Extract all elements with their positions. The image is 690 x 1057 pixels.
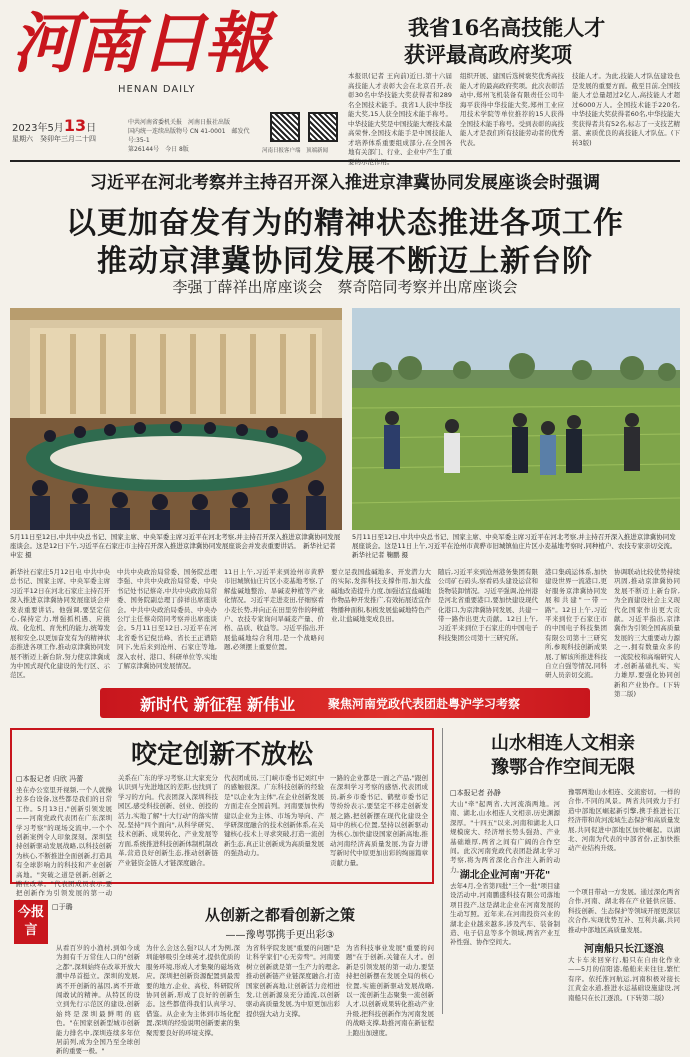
lead-body-column: 港口集疏运体系,加快建设世界一流港口,更好服务京津冀协同发展和共建"一带一路"。12日上午,习近平来到位于石家庄市的中国电子科技集团有限公司第十三研究所,参观科技创新成果展,了解该所推进科技自立自强等情况,同科研人员亲切交流。: [545, 568, 607, 680]
top-story-column: 本报讯(记者 王向前)近日,第十六届高技能人才表彰大会在北京召开,表彰30名中华技能大奖获得者和289名全国技术能手。我省1人获中华技能大奖,15人获全国技术能手称号。中华技能大奖是中国技能大赛技术最高荣誉,全国技术能手是中国技能人才培养体系重要组成部分,在全国各地有关部门、行业、企业中产生了重: [348, 72, 452, 156]
wheat-field-photo[interactable]: [352, 308, 680, 530]
commentary-byline: □于璐: [52, 903, 73, 911]
commentary-subheadline: ——豫粤鄂携手更出彩③: [225, 930, 335, 941]
right-story-paragraph: 豫鄂两地山水相连、交流密切。一样的合作,不同的风景。两省共同致力于打造中部地区崛起新引擎,携手推进长江经济带和黄河流域生态保护和高质量发展,共同促进中部地区加快崛起。以湖北、河南为代表的中部省份,正加快推动产业结构升级。: [568, 788, 680, 853]
right-story-paragraph: 大卡车来回穿行,船只在自由化作业——5月的信阳港,船舶来来往往,繁忙有序。依托淮河航运,河南积极对接长江黄金水道,推进水运基础设施建设,河南船只在长江逐浪。(下转第二版): [568, 956, 680, 1002]
commentary-stamp: 今报言: [14, 900, 48, 944]
publisher-info: 中共河南省委机关报 河南日报社出版 国内统一连续出版物号 CN 41-0001 邮发代号:35-1 第26144号 今日 8版: [128, 119, 250, 153]
lead-body-column: 中共中央政治局常委、国务院总理李强、中共中央政治局常委、中央书记处书记蔡奇,中共中央政治局常委、国务院副总理丁薛祥出席座谈会。中共中央政治局委员、中央办公厅主任蔡奇陪同考察并出席座谈会。5月11日至12日,习近平在河北省委书记倪岳峰、省长王正谱陪同下,先后来到沧州、石家庄等地,深入农村、港口、科研单位等,实地了解京津冀协同发展情况。: [117, 568, 217, 671]
campaign-banner[interactable]: [100, 688, 590, 718]
qr-code-icon[interactable]: [270, 112, 300, 142]
feature-column: 代表团成员,三门峡市委书记刘红中的感触很深。广东科技创新的经验是"以企业为主体",在企业创新发展方面走在全国前列。河南要加快构建以企业为主体、市场为导向、产学研深度融合的技术创新体系,在关键核心技术上寻求突破,打造一流创新生态,真正让创新成为高质量发展的强劲动力。: [224, 774, 324, 858]
right-story-paragraph: 一个项目带动一方发展。通过深化两省合作,河南、湖北将在产业链供应链、科技创新、生态保护等领域开展更深层次合作,实现优势互补、互利共赢,共同推动中部地区高质量发展。: [568, 888, 680, 934]
feature-column: 坐在办公室里开视频,一个人就操控多台设备,这些都是我们的日常工作。5月13日,"创新引领发展——河南党政代表团在广东深圳学习考察"的现场交流中,一个个创新案例令人印象深刻。深圳坚持创新驱动发展战略,以科技创新为核心,不断推进全面创新,打造具有全球影响力的科技和产业创新高地。"突破之道是创新,创新之路在改革。"代表团成员表示,要把创新作为引领发展的第一动: [16, 786, 112, 898]
meeting-photo-caption: 5月11日至12日,中共中央总书记、国家主席、中央军委主席习近平在河北考察,并主持召开深入推进京津冀协同发展座谈会。这是12日下午,习近平在石家庄市主持召开深入推进京津冀协同发展座谈会并发表重要讲话。 新华社记者 申宏 摄: [10, 533, 341, 559]
right-story-paragraph: 去年4月,全省第四批"三个一批"项目建设活动中,河南鹏盛科技有限公司落地项目投产,这是湖北企业在河南发展的生动写照。近年来,在河南投资兴业的湖北企业越来越多,涉及汽车、装备制造、电子信息等多个领域,两省产业互补性强、协作空间大。: [450, 882, 560, 947]
right-story-paragraph: 大山"牵"起两省,大河流淌两地。河南、湖北,山水相连人文相亲,历史渊源深厚。"十四五"以来,河南和湖北人口规模庞大、经济增长势头强劲、产业基础雄厚,两省之间有广阔的合作空间。此次河南党政代表团赴湖北学习考察,将为两省深化合作注入新的动力。: [450, 800, 560, 874]
lead-body-column: 要立足我国盐碱地多、开发潜力大的实际,发挥科技支撑作用,加大盐碱地改造提升力度,加强适宜盐碱地作物品种开发推广,有效拓展适宜作物播种面积,积极发展盐碱地特色产业,让盐碱地变成良田。: [331, 568, 431, 624]
banner-slogan: 新时代 新征程 新伟业: [140, 694, 296, 714]
qr-code-icon[interactable]: [308, 112, 338, 142]
banner-topic: 聚焦河南党政代表团赴粤沪学习考察: [328, 696, 521, 711]
lead-headline-line-1[interactable]: 以更加奋发有为的精神状态推进各项工作: [66, 206, 624, 241]
lead-body-column: 新华社石家庄5月12日电 中共中央总书记、国家主席、中央军委主席习近平12日在河北石家庄主持召开深入推进京津冀协同发展座谈会并发表重要讲话。他强调,要坚定信心,保持定力,增强抓机遇、应挑战、化危机、育先机的能力,统筹发展和安全,以更加奋发有为的精神状态推进各项工作,推动京津冀协同发展不断迈上新台阶,努力使京津冀成为中国式现代化建设的先行区、示范区。: [10, 568, 110, 680]
feature-headline[interactable]: 咬定创新不放松: [130, 740, 313, 770]
issue-date: 2023年5月13日: [12, 116, 97, 135]
right-story-subhead: 河南船只长江逐浪: [584, 944, 664, 955]
lead-kicker: 习近平在河北考察并主持召开深入推进京津冀协同发展座谈会时强调: [90, 173, 600, 193]
right-story-byline: □本报记者 孙静: [450, 789, 501, 797]
feature-column: 关系在广东的学习考察,让大家充分认识到与先进地区的差距,也找到了学习的方向。代表团深入深圳科技园区,感受科技创新、创业、创投的活力,实地了解"十大行动"的落实情况,坚持"四个面向",从科学研究、技术创新、成果转化、产业发展等方面,系统推进科技创新体制机制改革,营造良好创新生态,推动创新链产业链资金链人才链深度融合。: [118, 774, 218, 867]
commentary-column: 为省科技事业发展"重要的问题"在于创新,关键在人才。创新是引领发展的第一动力,要坚持把创新摆在发展全局的核心位置,实施创新驱动发展战略,以一流创新生态聚集一流创新人才,以创新成果转化推动产业升级,把科技创新作为河南发展的战略支撑,助推河南在新征程上跑出加速度。: [346, 944, 434, 1037]
top-story-column: 组织开展、建国后选树褒奖优秀高技能人才的最高政府奖项。此次表彰活动中,郑州飞机装备有限责任公司牛海平获得中华技能大奖,郑州工业应用技术学院等单位推荐的15人获得全国技术能手称号。受到表彰的高技能人才是我们所有技能劳动者的优秀代表。: [460, 72, 564, 147]
top-story-headline[interactable]: 我省16名高技能人才 获评最高政府奖项: [404, 15, 606, 67]
lead-body-column: 协调联动比较优势持续巩固,推动京津冀协同发展不断迈上新台阶,为全面建设社会主义现代化国家作出更大贡献。习近平指出,京津冀作为引领全国高质量发展的三大重要动力源之一,拥有数量众多的一流院校和高端研究人才,创新基础扎实、实力雄厚,要强化协同创新和产业协作。(下转第二版): [614, 568, 680, 699]
wheat-field-photo-caption: 5月11日至12日,中共中央总书记、国家主席、中央军委主席习近平在河北考察,并主持召开深入推进京津冀协同发展座谈会。这是11日上午,习近平在沧州市黄骅市旧城镇仙庄片区小麦基地考察时,同种植户、农技专家亲切交流。 新华社记者 鞠鹏 摄: [352, 533, 680, 559]
commentary-column: 为省科学院发展"重要的问题"是让科学家们"心无旁骛"。河南要树立创新就是第一生产力的理念,推动创新链产业链深度融合,打造国家创新高地,让创新活力竞相迸发,让创新源泉充分涌流,以创新驱动高质量发展,为中原更加出彩提供强大动力支撑。: [246, 944, 340, 1018]
lead-body-column: 随后,习近平来到沧州港务集团有限公司矿石码头,察看码头建设运营和货物装卸情况。习近平强调,沧州港是河北省重要港口,要加快建设现代化港口,为京津冀协同发展、共建一带一路作出更大贡献。12日上午,习近平来到位于石家庄的中国电子科技集团公司第十三研究所。: [438, 568, 538, 642]
top-story-column: 技能人才。为此,技能人才队伍建设也是发展的重要方面。截至目前,全国技能人才总量超过2亿人,高技能人才超过6000万人。全国技术能手220名,中华技能大奖获得者60名,中华技能大奖获得者共有52名,标志了一支技艺精湛、素质优良的高技能人才队伍。(下转3版): [572, 72, 680, 147]
column-divider: [442, 728, 443, 1014]
right-story-headline[interactable]: 山水相连人文相亲 豫鄂合作空间无限: [491, 733, 635, 778]
meeting-photo[interactable]: [10, 308, 342, 530]
masthead-divider: [10, 160, 680, 162]
issue-weekday: 星期六 癸卯年三月二十四: [12, 135, 96, 143]
feature-byline: □本报记者 归欣 冯蕾: [16, 775, 84, 783]
right-story-subhead: 湖北企业河南"开花": [459, 870, 551, 881]
commentary-column: 为什么会这么强?以人才为例,深圳能够吸引全球英才,提供优质的服务环境,形成人才集聚的磁场效应。深圳把创新资源配置到最需要的地方,企业、高校、科研院所协同创新,形成了良好的创新生态。这些都值得我们认真学习、借鉴。从企业为主体到市场化配置,深圳的经验说明创新要素的集聚需要良好的环境支撑。: [146, 944, 240, 1037]
masthead-english-name: HENAN DAILY: [118, 84, 196, 95]
qr-caption: 河南日报客户端 顶端新闻: [262, 148, 329, 154]
commentary-headline[interactable]: 从创新之都看创新之策: [204, 906, 355, 924]
feature-column: 一路的企业都是一面之产品,"跟创在深圳学习考察的感悟,代表团成员,新乡市委书记、鹤壁市委书记等纷纷表示,要坚定不移走创新发展之路,把创新摆在现代化建设全局中的核心位置,坚持以创新驱动为核心,加快建设国家创新高地,推动河南经济高质量发展,为奋力谱写新时代中原更加出彩的绚丽篇章贡献力量。: [330, 774, 428, 867]
masthead-logo: 河南日報: [12, 4, 268, 82]
commentary-column: 从看百岁的小渔村,到如今成为拥有千万常住人口的"创新之都",深圳始终在改革开放大潮中昂首挺立。深圳的发展,离不开创新的基因,离不开敢闯敢试的精神。从特区的设立到先行示范区的建设,创新始终是深圳最鲜明的底色。"在国家创新型城市创新能力排名中,深圳连续多年位居前列,成为全国乃至全球创新的重要一极。": [56, 944, 140, 1056]
lead-headline-line-2[interactable]: 推动京津冀协同发展不断迈上新台阶: [97, 244, 593, 279]
lead-subheadline: 李强丁薛祥出席座谈会 蔡奇陪同考察并出席座谈会: [172, 278, 518, 296]
lead-body-column: 11日上午,习近平来到沧州市黄骅市旧城镇仙庄片区小麦基地考察,了解盐碱地整治、旱碱麦种植等产业化情况。习近平走进麦田,仔细察看小麦长势,并向正在田里劳作的种植户、农技专家询问旱碱麦产量、价格、品质、收益等。习近平指出,开展盐碱地综合利用,是一个战略问题,必须摆上重要位置。: [224, 568, 324, 652]
